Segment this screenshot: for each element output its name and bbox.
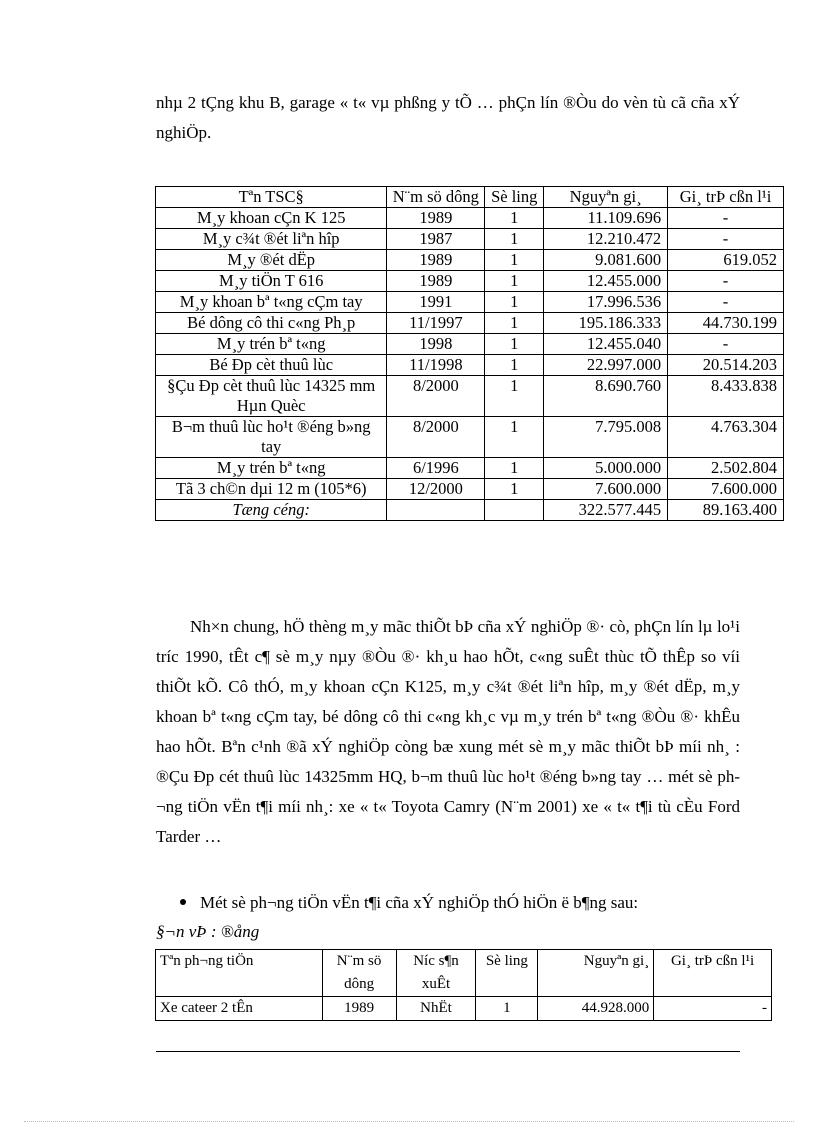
- bullet-item: [180, 888, 638, 918]
- table-row: [156, 313, 784, 334]
- cell-original-cost: 195.186.333: [544, 313, 668, 334]
- cell-asset-name: M¸y tiÖn T 616: [156, 271, 387, 292]
- cell-quantity: 1: [485, 229, 544, 250]
- cell-original-cost: 17.996.536: [544, 292, 668, 313]
- cell-year: 6/1996: [387, 458, 485, 479]
- cell-remaining-value: -: [668, 292, 784, 313]
- cell-remaining-value: 20.514.203: [668, 355, 784, 376]
- cell-original-cost: 7.795.008: [544, 417, 668, 458]
- cell-asset-name: §Çu Ðp cèt thuû lùc 14325 mm Hµn Quèc: [156, 376, 387, 417]
- cell-remaining-value: -: [668, 208, 784, 229]
- cell-original-cost: 12.210.472: [544, 229, 668, 250]
- cell-quantity: 1: [485, 292, 544, 313]
- bullet-text: Mét sè ph¬ng tiÖn vËn t¶i cña xÝ nghiÖp thÓ hiÖn ë b¶ng sau:: [200, 893, 639, 912]
- cell-year: 1998: [387, 334, 485, 355]
- table-header-row: [156, 187, 784, 208]
- cell-asset-name: M¸y c¾t ®ét liªn hîp: [156, 229, 387, 250]
- cell-asset-name: M¸y trén bª t«ng: [156, 458, 387, 479]
- cell-quantity: 1: [485, 250, 544, 271]
- cell-original-cost: 11.109.696: [544, 208, 668, 229]
- cell-asset-name: B¬m thuû lùc ho¹t ®éng b»ng tay: [156, 417, 387, 458]
- cell-asset-name: M¸y khoan bª t«ng cÇm tay: [156, 292, 387, 313]
- cell-quantity: 1: [485, 313, 544, 334]
- cell-year: 11/1998: [387, 355, 485, 376]
- cell-original-cost: 7.600.000: [544, 479, 668, 500]
- cell-asset-name: M¸y khoan cÇn K 125: [156, 208, 387, 229]
- analysis-paragraph: Nh×n chung, hÖ thèng m¸y mãc thiÕt bÞ cña xÝ nghiÖp ®· cò, phÇn lín lµ lo¹i tríc 1990, tÊt c¶ sè m¸y nµy ®Òu ®· kh¸u hao hÕt, c«ng suÊt thùc tÕ thÊp so víi thiÕt kÕ. Cô thÓ, m¸y khoan cÇn K125, m¸y c¾t ®ét liªn hîp, m¸y ®ét dËp, m¸y khoan bª t«ng cÇm tay, bé dông cô thi c«ng kh¸c vµ m¸y trén bª t«ng ®Òu ®· khÊu hao hÕt. Bªn c¹nh ®ã xÝ nghiÖp còng bæ xung mét sè m¸y mãc thiÕt bÞ míi nh¸ : ®Çu Ðp cét thuû lùc 14325mm HQ, b¬m thuû lùc ho¹t ®éng b»ng tay … mét sè ph¬ng tiÖn vËn t¶i míi nh¸: xe « t« Toyota Camry (N¨m 2001) xe « t« t¶i tù cÈu Ford Tarder …: [156, 617, 740, 846]
- total-empty-cell: [485, 500, 544, 521]
- cell-year: 12/2000: [387, 479, 485, 500]
- table-row: [156, 479, 784, 500]
- footer-rule: [156, 1051, 740, 1052]
- cell-asset-name: M¸y ®ét dËp: [156, 250, 387, 271]
- total-remaining-value: 89.163.400: [668, 500, 784, 521]
- header-remaining-value: Gi¸ trÞ cßn l¹i: [654, 950, 772, 997]
- cell-quantity: 1: [485, 479, 544, 500]
- header-year: N¨m sö dông: [322, 950, 396, 997]
- cell-vehicle-name: Xe cateer 2 tÊn: [156, 997, 323, 1021]
- cell-asset-name: Bé dông cô thi c«ng Ph¸p: [156, 313, 387, 334]
- header-country: Níc s¶n xuÊt: [396, 950, 476, 997]
- table-total-row: [156, 500, 784, 521]
- cell-remaining-value: 7.600.000: [668, 479, 784, 500]
- cell-original-cost: 5.000.000: [544, 458, 668, 479]
- cell-year: 1989: [322, 997, 396, 1021]
- total-empty-cell: [387, 500, 485, 521]
- cell-year: 1989: [387, 250, 485, 271]
- cell-year: 1989: [387, 271, 485, 292]
- cell-quantity: 1: [485, 271, 544, 292]
- cell-year: 11/1997: [387, 313, 485, 334]
- cell-quantity: 1: [485, 355, 544, 376]
- header-remaining-value: Gi¸ trÞ cßn l¹i: [668, 187, 784, 208]
- header-original-cost: Nguyªn gi¸: [544, 187, 668, 208]
- header-quantity: Sè ling: [476, 950, 538, 997]
- table-header-row: [156, 950, 772, 997]
- cell-asset-name: Bé Ðp cèt thuû lùc: [156, 355, 387, 376]
- cell-original-cost: 22.997.000: [544, 355, 668, 376]
- cell-year: 1991: [387, 292, 485, 313]
- cell-remaining-value: -: [668, 334, 784, 355]
- table-row: [156, 229, 784, 250]
- table-row: [156, 458, 784, 479]
- cell-remaining-value: -: [668, 271, 784, 292]
- cell-original-cost: 12.455.040: [544, 334, 668, 355]
- header-original-cost: Nguyªn gi¸: [538, 950, 654, 997]
- cell-quantity: 1: [485, 458, 544, 479]
- table-row: [156, 417, 784, 458]
- cell-remaining-value: 2.502.804: [668, 458, 784, 479]
- cell-quantity: 1: [485, 334, 544, 355]
- intro-paragraph: nhµ 2 tÇng khu B, garage « t« vµ phßng y tÕ … phÇn lín ®Òu do vèn tù cã cña xÝ nghiÖp.: [156, 93, 740, 142]
- header-quantity: Sè ling: [485, 187, 544, 208]
- cell-quantity: 1: [485, 376, 544, 417]
- table-row: [156, 376, 784, 417]
- cell-remaining-value: 44.730.199: [668, 313, 784, 334]
- vehicles-table: [155, 949, 772, 1021]
- cell-remaining-value: 619.052: [668, 250, 784, 271]
- cell-original-cost: 8.690.760: [544, 376, 668, 417]
- table-row: [156, 208, 784, 229]
- table-row: [156, 292, 784, 313]
- header-vehicle-name: Tªn ph¬ng tiÖn: [156, 950, 323, 997]
- total-original-cost: 322.577.445: [544, 500, 668, 521]
- cell-remaining-value: -: [668, 229, 784, 250]
- cell-asset-name: Tã 3 ch©n dµi 12 m (105*6): [156, 479, 387, 500]
- cell-year: 8/2000: [387, 417, 485, 458]
- table-row: [156, 997, 772, 1021]
- cell-remaining-value: -: [654, 997, 772, 1021]
- table-row: [156, 271, 784, 292]
- header-year: N¨m sö dông: [387, 187, 485, 208]
- cell-year: 1987: [387, 229, 485, 250]
- page-bottom-border: [24, 1121, 794, 1122]
- cell-year: 1989: [387, 208, 485, 229]
- bullet-icon: [180, 899, 186, 905]
- cell-asset-name: M¸y trén bª t«ng: [156, 334, 387, 355]
- unit-label: §¬n vÞ : ®ång: [156, 922, 260, 941]
- cell-quantity: 1: [485, 417, 544, 458]
- cell-country: NhËt: [396, 997, 476, 1021]
- cell-quantity: 1: [476, 997, 538, 1021]
- fixed-assets-table: [155, 186, 784, 521]
- cell-original-cost: 44.928.000: [538, 997, 654, 1021]
- table-row: [156, 250, 784, 271]
- table-row: [156, 355, 784, 376]
- cell-original-cost: 9.081.600: [544, 250, 668, 271]
- cell-original-cost: 12.455.000: [544, 271, 668, 292]
- table-row: [156, 334, 784, 355]
- cell-remaining-value: 8.433.838: [668, 376, 784, 417]
- cell-year: 8/2000: [387, 376, 485, 417]
- cell-remaining-value: 4.763.304: [668, 417, 784, 458]
- total-label: Tæng céng:: [156, 500, 387, 521]
- header-asset-name: Tªn TSC§: [156, 187, 387, 208]
- cell-quantity: 1: [485, 208, 544, 229]
